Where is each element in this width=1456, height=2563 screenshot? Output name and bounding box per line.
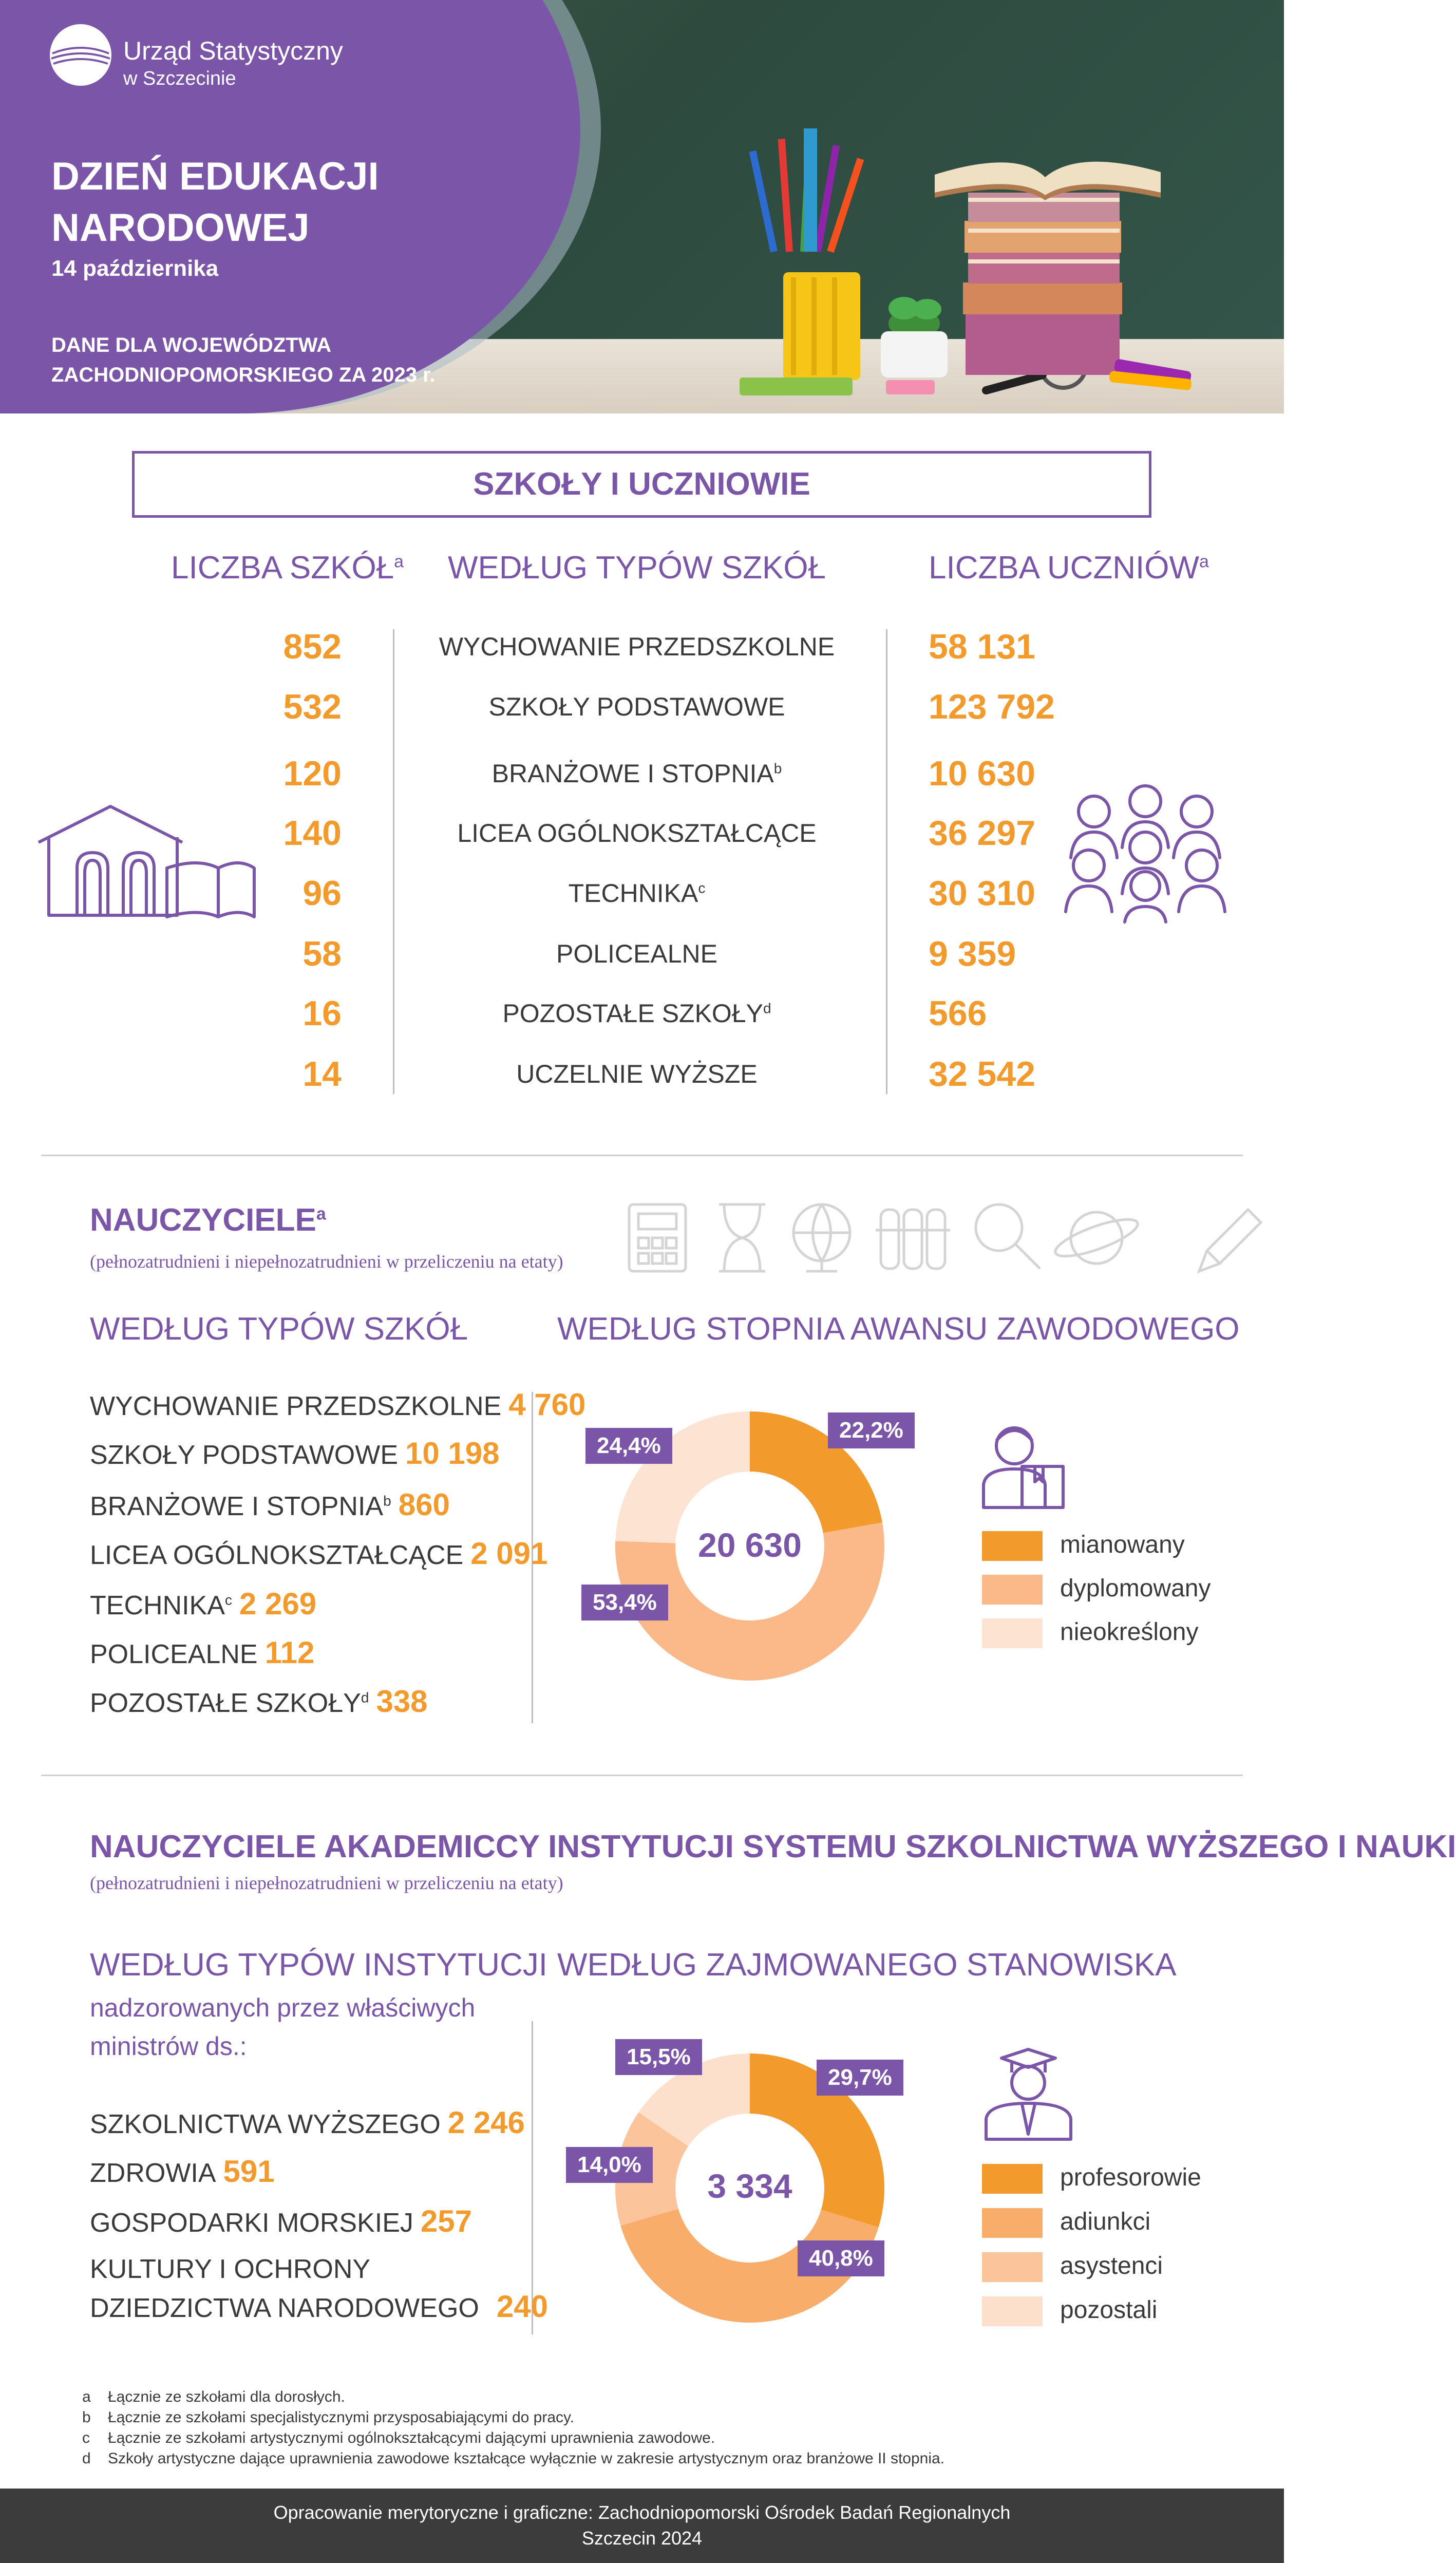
- page-title-line1: DZIEŃ EDUKACJI: [51, 155, 379, 198]
- slice-label-nieokreslony: 24,4%: [585, 1428, 672, 1464]
- school-type: UCZELNIE WYŻSZE: [516, 1060, 758, 1088]
- footer-line2: Szczecin 2024: [581, 2528, 703, 2549]
- school-type: TECHNIKA$^c$: [568, 879, 706, 908]
- legend-swatch: [982, 2252, 1043, 2282]
- list-item: DZIEDZICTWA NARODOWEGO 240: [90, 2289, 548, 2324]
- eraser-icon: [886, 380, 935, 394]
- pencils-icon: [749, 128, 864, 253]
- list-item: TECHNIKA$^c$ 2 269: [90, 1587, 317, 1621]
- academic-note: (pełnozatrudnieni i niepełnozatrudnieni w przeliczeniu na etaty): [90, 1873, 563, 1893]
- calculator-icon: [740, 378, 853, 395]
- footnote-item: b Łącznie ze szkołami specjalistycznymi przysposabiającymi do pracy.: [82, 2409, 575, 2426]
- legend-item: dyplomowany: [982, 1574, 1211, 1605]
- list-item: WYCHOWANIE PRZEDSZKOLNE 4 760: [90, 1387, 586, 1422]
- subtitle-line2: ZACHODNIOPOMORSKIEGO ZA 2023 r.: [51, 364, 436, 386]
- school-count: 58: [302, 934, 342, 973]
- slice-label-asystenci: 14,0%: [566, 2147, 653, 2183]
- subtitle-line1: DANE DLA WOJEWÓDZTWA: [51, 334, 332, 356]
- footer-line1: Opracowanie merytoryczne i graficzne: Zachodniopomorski Ośrodek Badań Regionalnych: [273, 2502, 1011, 2523]
- school-count: 852: [283, 627, 342, 666]
- school-type: LICEA OGÓLNOKSZTAŁCĄCE: [457, 819, 817, 847]
- list-item: POLICEALNE 112: [90, 1635, 315, 1670]
- org-name-line2: w Szczecinie: [123, 68, 236, 89]
- slice-label-mianowany: 22,2%: [828, 1412, 915, 1448]
- donut-center-total: 20 630: [698, 1526, 802, 1564]
- list-item: BRANŻOWE I STOPNIA$^b$ 860: [90, 1487, 450, 1522]
- student-count: 10 630: [929, 754, 1035, 793]
- student-count: 30 310: [929, 874, 1035, 913]
- graduate-icon: [978, 2047, 1079, 2142]
- teacher-icon: [978, 1418, 1068, 1513]
- calculator-icon: [629, 1204, 686, 1271]
- school-count: 96: [302, 874, 342, 913]
- list-item: ZDROWIA 591: [90, 2154, 275, 2189]
- books-stack-icon: [935, 162, 1161, 375]
- school-count: 120: [283, 754, 342, 793]
- planet-icon: [1052, 1212, 1142, 1264]
- academic-left-sub2: ministrów ds.:: [90, 2032, 247, 2061]
- teachers-left-heading: WEDŁUG TYPÓW SZKÓŁ: [90, 1311, 468, 1347]
- pencil-icon: [1199, 1210, 1261, 1271]
- school-count: 16: [302, 994, 342, 1033]
- slice-label-pozostali: 15,5%: [615, 2039, 702, 2075]
- globe-icon: [793, 1204, 850, 1271]
- school-count: 140: [283, 814, 342, 853]
- legend-item: asystenci: [982, 2252, 1163, 2282]
- section-box-schools: [132, 451, 1151, 518]
- footer-bar: [0, 2489, 1284, 2563]
- legend-item: nieokreślony: [982, 1618, 1198, 1648]
- legend-swatch: [982, 1618, 1043, 1648]
- list-item: POZOSTAŁE SZKOŁY$^d$ 338: [90, 1684, 428, 1719]
- legend-item: adiunkci: [982, 2208, 1150, 2238]
- academic-title: NAUCZYCIELE AKADEMICCY INSTYTUCJI SYSTEMU SZKOLNICTWA WYŻSZEGO I NAUKI: [90, 1829, 1456, 1864]
- legend-item: pozostali: [982, 2296, 1157, 2326]
- list-item: SZKOŁY PODSTAWOWE 10 198: [90, 1436, 500, 1471]
- student-count: 566: [929, 994, 987, 1033]
- test-tubes-icon: [876, 1210, 950, 1269]
- school-count: 532: [283, 687, 342, 726]
- legend-swatch: [982, 1531, 1043, 1561]
- gus-logo-icon: [47, 22, 114, 88]
- teachers-note: (pełnozatrudnieni i niepełnozatrudnieni w przeliczeniu na etaty): [90, 1251, 563, 1272]
- org-name-line1: Urząd Statystyczny: [123, 36, 343, 65]
- student-count: 32 542: [929, 1054, 1035, 1094]
- donut-center-total: 3 334: [707, 2167, 792, 2205]
- science-icons-row: [624, 1199, 1271, 1276]
- school-type: WYCHOWANIE PRZEDSZKOLNE: [439, 632, 835, 661]
- magnifier-icon: [976, 1204, 1040, 1269]
- teachers-right-heading: WEDŁUG STOPNIA AWANSU ZAWODOWEGO: [557, 1311, 1240, 1347]
- school-supplies-illustration: [709, 128, 1274, 413]
- page-title-line2: NARODOWEJ: [51, 206, 310, 250]
- school-type: BRANŻOWE I STOPNIA$^b$: [491, 759, 782, 788]
- slice-label-adiunkci: 40,8%: [798, 2240, 884, 2276]
- student-count: 58 131: [929, 627, 1035, 666]
- student-count: 123 792: [929, 687, 1055, 726]
- academic-right-heading: WEDŁUG ZAJMOWANEGO STANOWISKA: [557, 1947, 1177, 1983]
- col-heading-school-types: WEDŁUG TYPÓW SZKÓŁ: [447, 550, 826, 586]
- legend-swatch: [982, 2208, 1043, 2238]
- list-item: GOSPODARKI MORSKIEJ 257: [90, 2204, 472, 2238]
- school-building-icon: [28, 796, 259, 925]
- academic-left-sub1: nadzorowanych przez właściwych: [90, 1993, 476, 2022]
- slice-label-dyplomowany: 53,4%: [581, 1585, 668, 1620]
- school-type: POLICEALNE: [556, 939, 717, 968]
- list-item: SZKOLNICTWA WYŻSZEGO 2 246: [90, 2105, 525, 2140]
- legend-item: mianowany: [982, 1531, 1185, 1561]
- teachers-title: NAUCZYCIELE$^a$: [90, 1202, 326, 1238]
- student-count: 9 359: [929, 934, 1016, 973]
- header-banner: [0, 0, 1284, 413]
- list-item: LICEA OGÓLNOKSZTAŁCĄCE 2 091: [90, 1536, 548, 1571]
- student-count: 36 297: [929, 814, 1035, 853]
- school-type: POZOSTAŁE SZKOŁY$^d$: [502, 999, 771, 1028]
- footnote-item: d Szkoły artystyczne dające uprawnienia zawodowe kształcące wyłącznie w zakresie artystycznym oraz branżowe II stopnia.: [82, 2450, 945, 2467]
- legend-item: profesorowie: [982, 2163, 1201, 2194]
- students-group-icon: [1058, 781, 1233, 925]
- divider-academic: [532, 2021, 533, 2334]
- footnote-item: a Łącznie ze szkołami dla dorosłych.: [82, 2388, 345, 2405]
- academic-left-heading: WEDŁUG TYPÓW INSTYTUCJI: [90, 1947, 548, 1983]
- slice-label-profesorowie: 29,7%: [817, 2060, 903, 2096]
- school-type: SZKOŁY PODSTAWOWE: [488, 692, 785, 721]
- col-heading-schools-count: LICZBA SZKÓŁ$^a$: [171, 550, 404, 586]
- date-label: 14 października: [51, 256, 219, 281]
- plant-icon: [881, 297, 948, 378]
- section-divider: [41, 1155, 1243, 1156]
- list-item: KULTURY I OCHRONY: [90, 2254, 371, 2284]
- legend-swatch: [982, 1575, 1043, 1605]
- hourglass-icon: [719, 1204, 765, 1271]
- section-title-schools: SZKOŁY I UCZNIOWIE: [473, 466, 810, 502]
- legend-swatch: [982, 2164, 1043, 2194]
- col-heading-students-count: LICZBA UCZNIÓW$^a$: [929, 550, 1209, 586]
- footnote-item: c Łącznie ze szkołami artystycznymi ogólnokształcącymi dającymi uprawnienia zawodowe.: [82, 2429, 715, 2446]
- divider-right: [886, 629, 887, 1094]
- divider-left: [393, 629, 394, 1094]
- legend-swatch: [982, 2296, 1043, 2326]
- section-divider: [41, 1775, 1243, 1776]
- school-count: 14: [302, 1054, 342, 1094]
